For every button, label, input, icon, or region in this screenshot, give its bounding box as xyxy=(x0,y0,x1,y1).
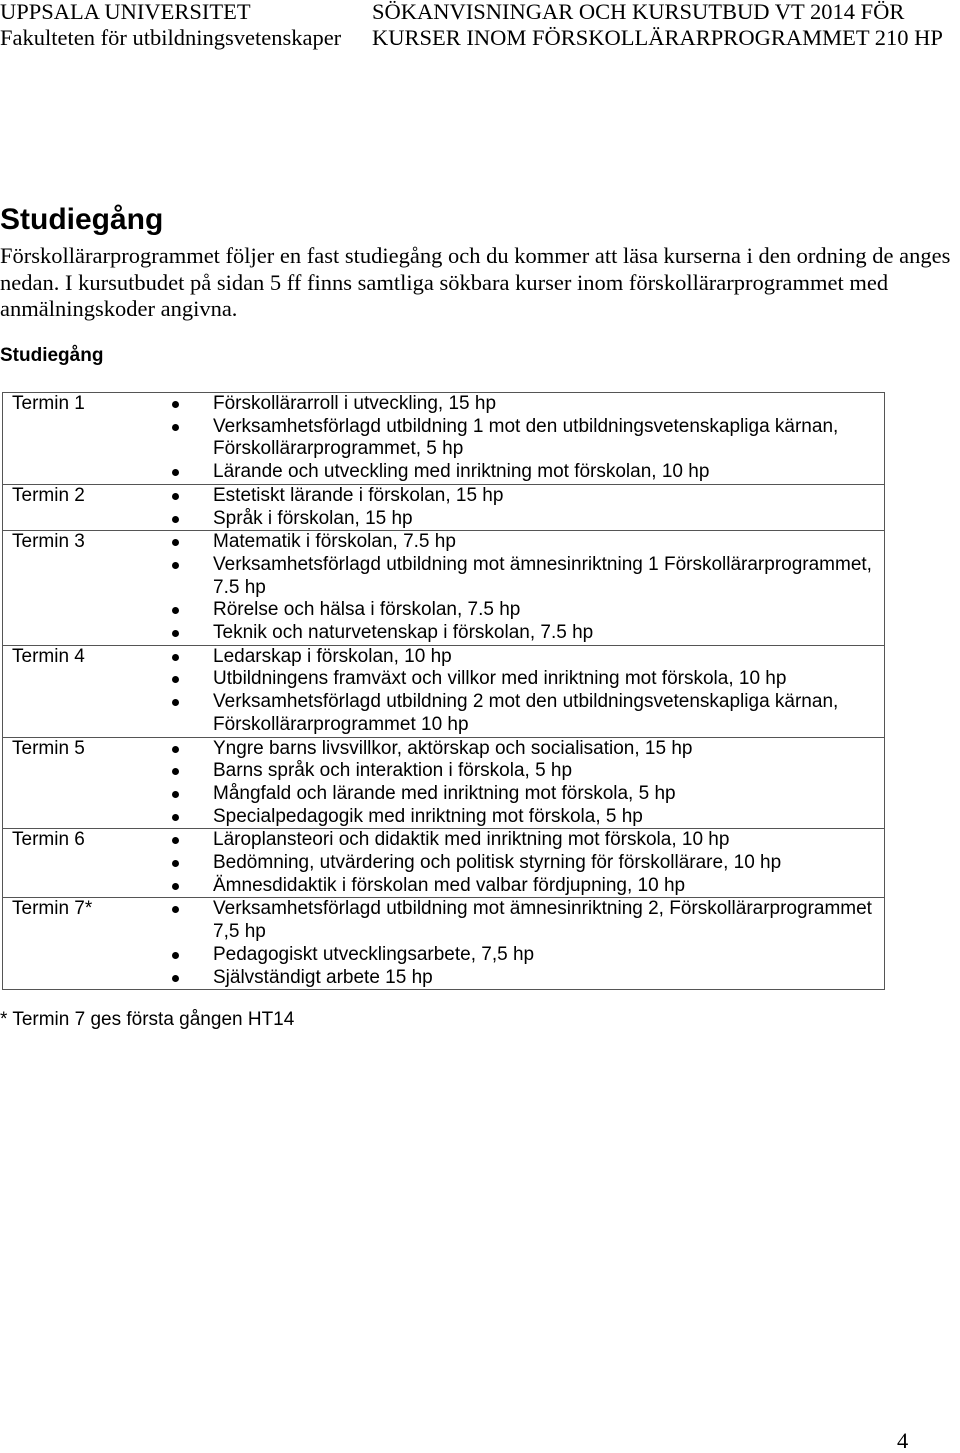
course-item xyxy=(213,944,881,967)
course-list xyxy=(213,898,881,989)
course-name: Ämnesdidaktik i förskolan med valbar fördjupning, 10 hp xyxy=(213,874,686,896)
bullet-icon xyxy=(172,539,179,546)
course-item xyxy=(213,646,881,669)
course-name: Mångfald och lärande med inriktning mot förskola, 5 hp xyxy=(213,782,676,804)
course-item xyxy=(213,691,881,736)
bullet-icon xyxy=(172,516,179,523)
term-row xyxy=(3,737,884,829)
bullet-icon xyxy=(172,860,179,867)
course-name: Förskollärarroll i utveckling, 15 hp xyxy=(213,393,497,414)
course-item xyxy=(213,738,881,761)
course-name: Barns språk och interaktion i förskola, 5 hp xyxy=(213,760,573,782)
course-item xyxy=(213,554,881,599)
course-name: Pedagogiskt utvecklingsarbete, 7,5 hp xyxy=(213,943,535,965)
table-title: Studiegång xyxy=(0,345,104,366)
course-name: Matematik i förskolan, 7.5 hp xyxy=(213,531,456,553)
bullet-icon xyxy=(172,469,179,476)
course-name: Yngre barns livsvillkor, aktörskap och socialisation, 15 hp xyxy=(213,737,693,759)
bullet-icon xyxy=(172,837,179,844)
course-item xyxy=(213,508,881,531)
bullet-icon xyxy=(172,676,179,683)
section-title: Studiegång xyxy=(0,203,164,236)
course-item xyxy=(213,622,881,645)
course-item xyxy=(213,760,881,783)
bullet-icon xyxy=(172,654,179,661)
course-item xyxy=(213,416,881,461)
course-item xyxy=(213,829,881,852)
course-item xyxy=(213,783,881,806)
course-name: Självständigt arbete 15 hp xyxy=(213,966,433,988)
course-item xyxy=(213,393,881,416)
header-right xyxy=(372,0,943,51)
course-list xyxy=(213,829,881,897)
study-plan-table xyxy=(2,392,885,990)
term-row xyxy=(3,897,884,989)
course-name: Verksamhetsförlagd utbildning 2 mot den utbildningsvetenskapliga kärnan, Förskollärarprogrammet 10 hp xyxy=(213,691,839,735)
term-row xyxy=(3,828,884,897)
bullet-icon xyxy=(172,630,179,637)
course-item xyxy=(213,461,881,484)
term-row xyxy=(3,645,884,737)
term-label: Termin 2 xyxy=(12,484,85,506)
term-label: Termin 7* xyxy=(12,898,93,920)
document-title-line-1: SÖKANVISNINGAR OCH KURSUTBUD VT 2014 FÖR xyxy=(372,0,905,24)
bullet-icon xyxy=(172,975,179,982)
bullet-icon xyxy=(172,768,179,775)
course-item xyxy=(213,668,881,691)
term-label: Termin 6 xyxy=(12,829,85,851)
bullet-icon xyxy=(172,906,179,913)
course-item xyxy=(213,806,881,829)
course-name: Verksamhetsförlagd utbildning mot ämnesinriktning 1 Förskollärarprogrammet, 7.5 hp xyxy=(213,553,872,598)
bullet-icon xyxy=(172,883,179,890)
bullet-icon xyxy=(172,493,179,500)
term-row xyxy=(3,484,884,530)
course-item xyxy=(213,898,881,943)
bullet-icon xyxy=(172,424,179,431)
course-name: Språk i förskolan, 15 hp xyxy=(213,507,413,529)
course-list xyxy=(213,646,881,737)
course-item xyxy=(213,875,881,898)
document-title-line-2: KURSER INOM FÖRSKOLLÄRARPROGRAMMET 210 HP xyxy=(372,25,943,50)
course-name: Utbildningens framväxt och villkor med inriktning mot förskola, 10 hp xyxy=(213,668,787,690)
course-name: Estetiskt lärande i förskolan, 15 hp xyxy=(213,484,504,506)
bullet-icon xyxy=(172,607,179,614)
course-list xyxy=(213,393,881,484)
term-row xyxy=(3,393,884,484)
term-label: Termin 1 xyxy=(12,393,85,414)
course-list xyxy=(213,531,881,645)
bullet-icon xyxy=(172,699,179,706)
course-item xyxy=(213,967,881,990)
footnote: * Termin 7 ges första gången HT14 xyxy=(0,1009,295,1030)
course-name: Teknik och naturvetenskap i förskolan, 7.5 hp xyxy=(213,622,594,644)
faculty-name: Fakulteten för utbildningsvetenskaper xyxy=(0,25,342,50)
term-label: Termin 5 xyxy=(12,737,85,759)
intro-paragraph: Förskollärarprogrammet följer en fast studiegång och du kommer att läsa kurserna i den ordning de anges nedan. I kursutbudet på sidan 5 ff finns samtliga sökbara kurser inom förskollärarprogrammet med anmälningskoder angivna. xyxy=(0,243,951,321)
course-item xyxy=(213,852,881,875)
course-name: Rörelse och hälsa i förskolan, 7.5 hp xyxy=(213,599,521,621)
bullet-icon xyxy=(172,952,179,959)
page-number: 4 xyxy=(897,1428,909,1453)
bullet-icon xyxy=(172,746,179,753)
course-name: Bedömning, utvärdering och politisk styrning för förskollärare, 10 hp xyxy=(213,852,782,874)
term-label: Termin 3 xyxy=(12,531,85,553)
course-name: Verksamhetsförlagd utbildning 1 mot den utbildningsvetenskapliga kärnan, Förskollärarprogrammet, 5 hp xyxy=(213,415,839,460)
course-item xyxy=(213,531,881,554)
university-name: UPPSALA UNIVERSITET xyxy=(0,0,251,24)
course-name: Ledarskap i förskolan, 10 hp xyxy=(213,645,452,667)
bullet-icon xyxy=(172,791,179,798)
course-item xyxy=(213,485,881,508)
course-list xyxy=(213,738,881,829)
course-name: Specialpedagogik med inriktning mot förskola, 5 hp xyxy=(213,805,643,827)
bullet-icon xyxy=(172,562,179,569)
course-list xyxy=(213,485,881,530)
bullet-icon xyxy=(172,814,179,821)
course-item xyxy=(213,599,881,622)
course-name: Verksamhetsförlagd utbildning mot ämnesinriktning 2, Förskollärarprogrammet 7,5 hp xyxy=(213,898,872,943)
course-name: Lärande och utveckling med inriktning mot förskolan, 10 hp xyxy=(213,461,710,483)
term-row xyxy=(3,530,884,645)
bullet-icon xyxy=(172,401,179,408)
header-left xyxy=(0,0,341,51)
term-label: Termin 4 xyxy=(12,645,85,667)
course-name: Läroplansteori och didaktik med inriktning mot förskola, 10 hp xyxy=(213,829,730,851)
